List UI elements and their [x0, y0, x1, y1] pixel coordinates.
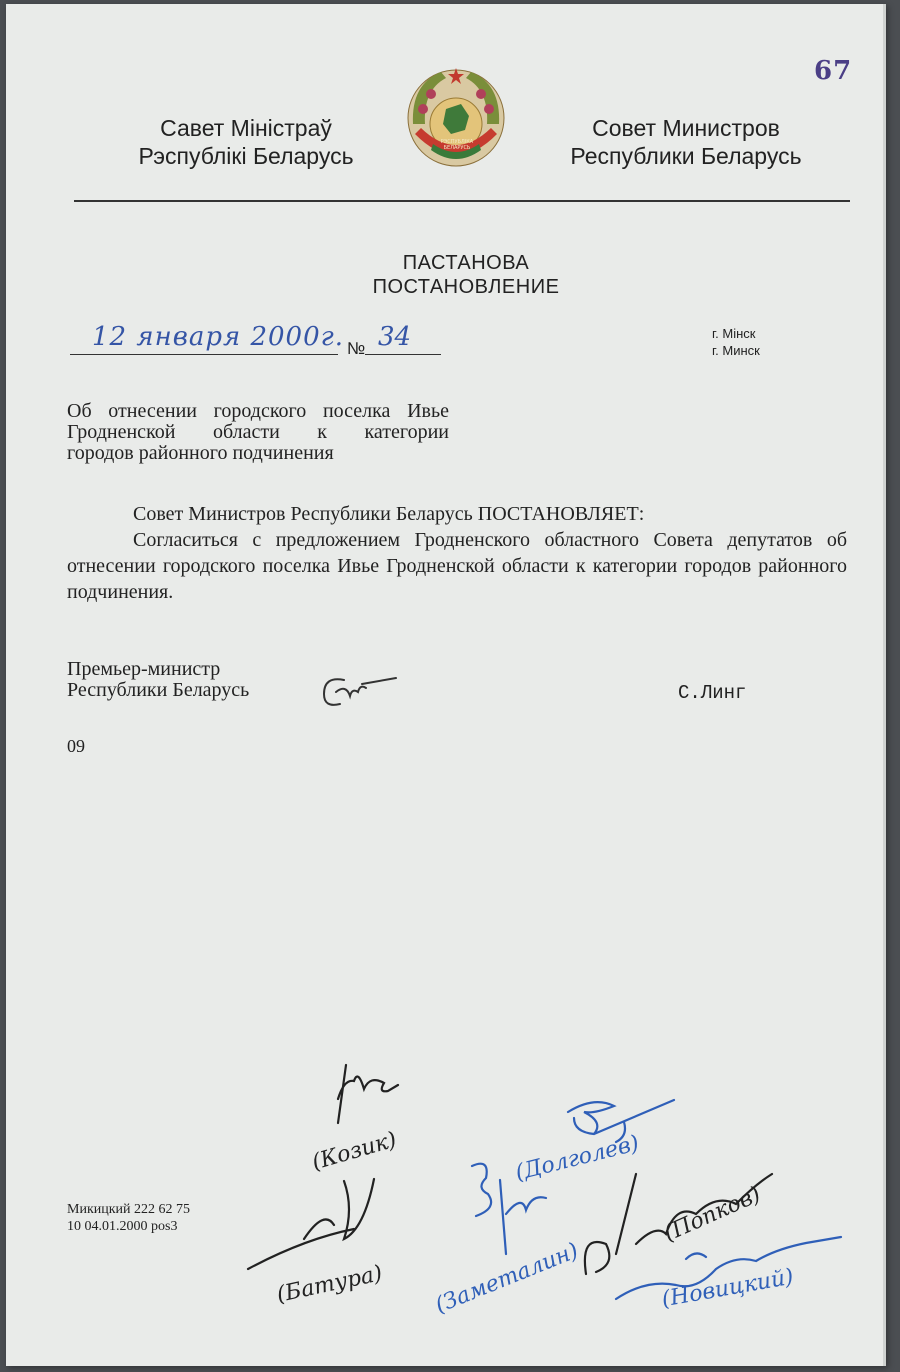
handwritten-date: 12 января 2000г.: [92, 322, 345, 352]
header-divider: [74, 200, 850, 202]
header-belarusian: [126, 114, 366, 170]
body-intro: Совет Министров Республики Беларусь ПОСТАНОВЛЯЕТ:: [133, 503, 645, 525]
belarus-coat-of-arms-icon: [401, 64, 511, 176]
body-paragraph: Согласиться с предложением Гродненского областного Совета депутатов об отнесении городского поселка Ивье Гродненской области к категории городов районного подчинения.: [67, 529, 847, 603]
number-label: №: [347, 339, 366, 358]
document-body: [67, 501, 847, 605]
visa-signature-1-name: (Козик): [309, 1127, 400, 1176]
index-code: 09: [67, 736, 85, 756]
city-russian: г. Минск: [712, 343, 760, 358]
header-right-line2: Республики Беларусь: [570, 143, 802, 169]
city-belarusian: г. Мінск: [712, 326, 756, 341]
visa-signature-6-name: (Новицкий): [659, 1264, 796, 1313]
handwritten-number: 34: [378, 322, 412, 352]
executor-line1: Микицкий 222 62 75: [67, 1202, 191, 1217]
archive-page-number: 67: [814, 56, 853, 86]
number-underline: [365, 354, 441, 355]
executor-line2: 10 04.01.2000 pos3: [67, 1219, 178, 1234]
header-left-line2: Рэспублікі Беларусь: [138, 143, 354, 169]
visa-signature-5-name: (Батура): [274, 1261, 385, 1308]
header-left-line1: Савет Міністраў: [160, 115, 332, 141]
header-russian: [561, 114, 811, 170]
city-block: [712, 325, 760, 359]
header-right-line1: Совет Министров: [592, 115, 780, 141]
title-line: городов районного подчинения: [67, 442, 334, 464]
emblem-ribbon-text: РЭСПУБЛІКА БЕЛАРУСЬ: [440, 139, 474, 151]
visa-signature-4-name: (Попков): [660, 1182, 765, 1247]
executor-footer: [67, 1201, 190, 1235]
visa-signature-1-scribble: [324, 1059, 404, 1129]
doc-type-belarusian: ПАСТАНОВА: [402, 252, 530, 274]
document-sheet: [6, 4, 886, 1366]
visa-signature-2-name: (Долголев): [512, 1131, 642, 1186]
visa-signature-5-scribble: [244, 1169, 414, 1279]
visa-signature-3-name: (Заметалин): [431, 1238, 583, 1319]
title-line: Гродненской области к категории: [67, 421, 449, 443]
signer-role-line1: Премьер-министр: [67, 658, 221, 680]
visa-signature-6-scribble: [606, 1209, 846, 1319]
doc-type-russian: ПОСТАНОВЛЕНИЕ: [372, 276, 560, 298]
prime-minister-signature: [316, 666, 406, 716]
title-line: Об отнесении городского поселка Ивье: [67, 400, 449, 422]
date-underline: [70, 354, 338, 355]
signer-role: [67, 659, 249, 701]
signer-role-line2: Республики Беларусь: [67, 679, 250, 701]
signer-name: С.Линг: [678, 682, 747, 704]
document-type: [306, 251, 626, 299]
document-title: [67, 401, 449, 464]
